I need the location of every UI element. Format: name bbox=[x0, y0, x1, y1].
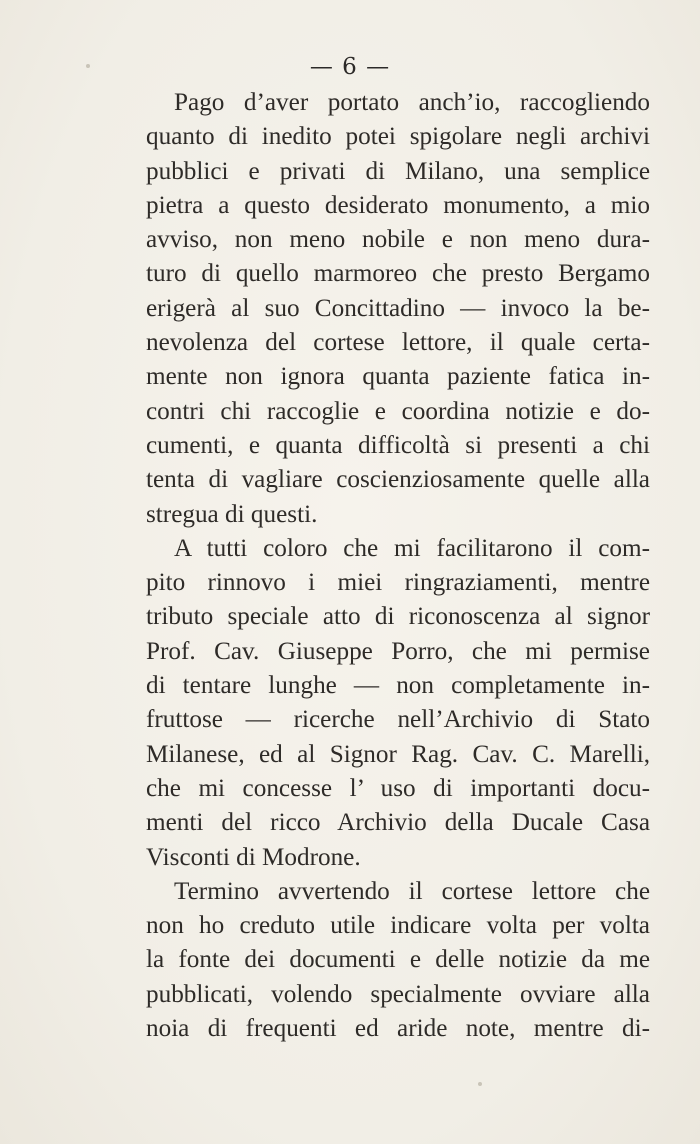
text-line: A tutti coloro che mi facilitarono il com- bbox=[174, 534, 650, 562]
text-line: turo di quello marmoreo che presto Bergamo bbox=[146, 260, 650, 288]
text-line: di tentare lunghe — non completamente in- bbox=[146, 672, 650, 700]
body-text bbox=[146, 86, 650, 1046]
text-line: pietra a questo desiderato monumento, a mio bbox=[146, 191, 650, 219]
text-line: la fonte dei documenti e delle notizie da me bbox=[146, 946, 650, 974]
text-line: pito rinnovo i miei ringraziamenti, mentre bbox=[146, 569, 650, 597]
text-line: nevolenza del cortese lettore, il quale certa- bbox=[146, 329, 650, 357]
text-line: Termino avvertendo il cortese lettore che bbox=[174, 877, 650, 905]
text-line: Pago d’aver portato anch’io, raccogliendo bbox=[174, 89, 650, 116]
paragraph-3 bbox=[146, 875, 650, 1046]
text-line: tenta di vagliare coscienziosamente quelle alla bbox=[146, 466, 650, 494]
text-line: contri chi raccoglie e coordina notizie e do- bbox=[146, 397, 650, 425]
text-line: pubblicati, volendo specialmente ovviare alla bbox=[146, 980, 650, 1008]
text-line: tributo speciale atto di riconoscenza al signor bbox=[146, 603, 650, 631]
paragraph-1 bbox=[146, 86, 650, 532]
page-number: — 6 — bbox=[309, 54, 391, 80]
text-line: non ho creduto utile indicare volta per volta bbox=[146, 912, 650, 940]
text-line: noia di frequenti ed aride note, mentre di- bbox=[146, 1015, 650, 1043]
text-line: che mi concesse l’ uso di importanti docu- bbox=[146, 774, 650, 802]
text-line: erigerà al suo Concittadino — invoco la be- bbox=[146, 294, 650, 322]
text-line: Prof. Cav. Giuseppe Porro, che mi permise bbox=[146, 637, 650, 665]
text-line: fruttose — ricerche nell’Archivio di Stato bbox=[146, 706, 650, 734]
text-line: stregua di questi. bbox=[146, 500, 318, 528]
paragraph-2 bbox=[146, 532, 650, 875]
paper-speck bbox=[478, 1082, 482, 1086]
text-line: menti del ricco Archivio della Ducale Casa bbox=[146, 809, 650, 837]
text-line: mente non ignora quanta paziente fatica in- bbox=[146, 363, 650, 391]
text-line: avviso, non meno nobile e non meno dura- bbox=[146, 226, 650, 254]
text-line: Milanese, ed al Signor Rag. Cav. C. Marelli, bbox=[146, 740, 650, 768]
text-line: pubblici e privati di Milano, una semplice bbox=[146, 157, 650, 185]
text-line: Visconti di Modrone. bbox=[146, 843, 361, 871]
text-line: cumenti, e quanta difficoltà si presenti a chi bbox=[146, 431, 650, 459]
text-line: quanto di inedito potei spigolare negli archivi bbox=[146, 123, 650, 151]
